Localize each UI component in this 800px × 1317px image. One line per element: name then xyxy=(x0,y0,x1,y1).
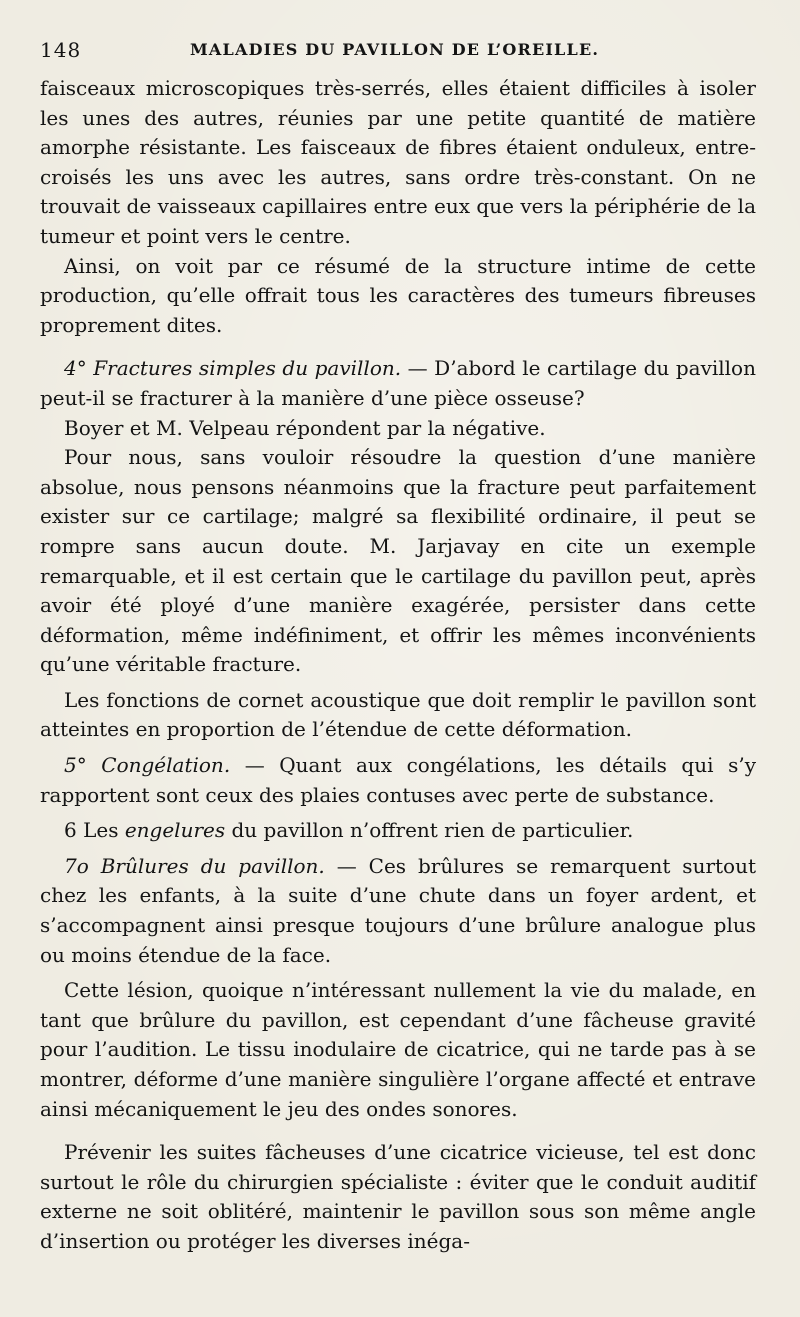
paragraph-engelures-text: du pavillon n’offrent rien de particulier. xyxy=(225,818,634,843)
paragraph-congelation-text: — Quant aux congélations, les détails qui s’y rapportent sont ceux des plaies contuses avec perte de substance. xyxy=(40,753,756,807)
paragraph-2: Ainsi, on voit par ce résumé de la structure intime de cette production, qu’elle offrait tous les caractères des tumeurs fibreuses proprement dites. xyxy=(40,253,756,337)
paragraph-brulures-text: — Ces brûlures se remarquent surtout chez les enfants, à la suite d’une chute dans un foyer ardent, et s’accompagnent ainsi presque toujours d’une brûlure analogue plus ou moins étendue de la face. xyxy=(40,853,757,967)
paragraph-brulures xyxy=(40,852,756,970)
paragraph-fonctions: Les fonctions de cornet acoustique que doit remplir le pavillon sont atteintes en proportion de l’étendue de cette déformation. xyxy=(40,687,756,742)
paragraph-fractures xyxy=(40,354,756,413)
paragraph-congelation xyxy=(40,751,756,810)
paragraph-boyer: Boyer et M. Velpeau répondent par la négative. xyxy=(64,415,546,440)
paragraph-prevenir: Prévenir les suites fâcheuses d’une cicatrice vicieuse, tel est donc surtout le rôle du chirurgien spécialiste : éviter que le conduit auditif externe ne soit oblitéré, maintenir le pavillon sous son même angle d’insertion ou protéger les diverses inéga- xyxy=(40,1140,756,1253)
section-title-brulures: 7o Brûlures du pavillon. xyxy=(64,853,325,878)
running-head: MALADIES DU PAVILLON DE L’OREILLE. xyxy=(190,40,600,59)
paragraph-lesion: Cette lésion, quoique n’intéressant nullement la vie du malade, en tant que brûlure du pavillon, est cependant d’une fâcheuse gravité pour l’audition. Le tissu inodulaire de cicatrice, qui ne tarde pas à se montrer, déforme d’une manière singulière l’organe affecté et entrave ainsi mécaniquement le jeu des ondes sonores. xyxy=(40,978,756,1121)
paragraph-pour-nous: Pour nous, sans vouloir résoudre la question d’une manière absolue, nous pensons néanmoins que la fracture peut parfaitement exister sur ce cartilage; malgré sa flexibilité ordinaire, il peut se rompre sans aucun doute. M. Jarjavay en cite un exemple remarquable, et il est certain que le cartilage du pavillon peut, après avoir été ployé d’une manière exagérée, persister dans cette déformation, même indéfiniment, et offrir les mêmes inconvénients qu’une véritable fracture. xyxy=(40,445,756,677)
page-header xyxy=(40,34,756,74)
paragraph-engelures xyxy=(40,816,756,846)
paragraph-1: faisceaux microscopiques très-serrés, elles étaient difficiles à isoler les unes des autres, réunies par une petite quantité de matière amorphe résistante. Les faisceaux de fibres étaient onduleux, entre-croisés les uns avec les autres, sans ordre très-constant. On ne trouvait de vaisseaux capillaires entre eux que vers la périphérie de la tumeur et point vers le centre. xyxy=(40,76,756,248)
paragraph-fractures-text: — D’abord le cartilage du pavillon peut-il se fracturer à la manière d’une pièce osseuse? xyxy=(40,356,756,410)
term-engelures: engelures xyxy=(124,818,226,843)
body-text xyxy=(40,74,756,1257)
section-title-fractures: 4° Fractures simples du pavillon. xyxy=(64,356,402,381)
page-number: 148 xyxy=(40,38,82,62)
section-title-congelation: 5° Congélation. xyxy=(64,753,231,778)
paragraph-engelures-prefix: 6 Les xyxy=(64,818,125,843)
